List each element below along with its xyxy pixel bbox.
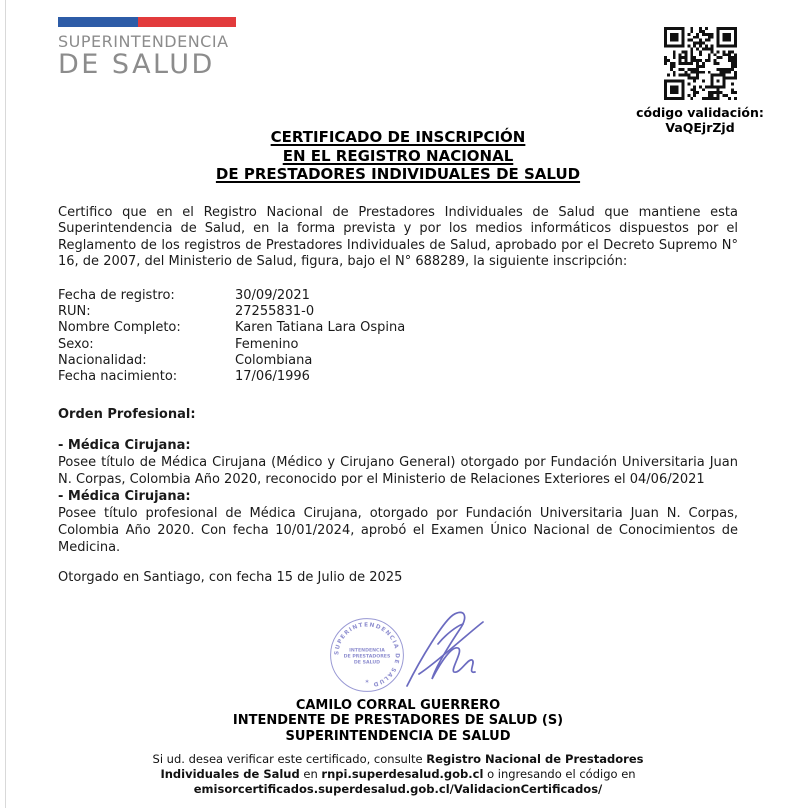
footer-text: o ingresando el código en — [483, 767, 636, 782]
certification-paragraph: Certifico que en el Registro Nacional de Prestadores Individuales de Salud que mantiene esta Superintendencia de Salud, en la forma prevista y por los medios informáticos dispuestos por el Reglamento de los registros de Prestadores Individuales de Salud, aprobado por el Decreto Supremo N° 16, de 2007, del Ministerio de Salud, figura, bajo el N° 688289, la siguiente inscripción: — [58, 204, 738, 270]
chile-flag-bar — [58, 17, 236, 27]
validation-code-label: código validación: — [636, 105, 764, 120]
profession-entry-description: Posee título de Médica Cirujana (Médico y Cirujano General) otorgado por Fundación Universitaria Juan N. Corpas, Colombia Año 2020, reconocido por el Ministerio de Relaciones Exteriores el 04/06/2021 — [58, 454, 738, 487]
qr-code-icon — [664, 27, 737, 100]
stamp-star: ✶ — [364, 678, 370, 686]
stamp-outer-text: SUPERINTENDENCIA DE SALUD — [334, 622, 400, 687]
stamp-inner-line-3: DE SALUD — [353, 660, 381, 666]
logo-text-superintendencia: SUPERINTENDENCIA — [58, 32, 229, 51]
profession-entry-1 — [58, 437, 738, 488]
field-label: RUN: — [58, 304, 91, 320]
field-label: Sexo: — [58, 336, 94, 352]
issued-line: Otorgado en Santiago, con fecha 15 de Julio de 2025 — [58, 569, 403, 585]
footer-registry-name-2: Individuales de Salud — [160, 767, 300, 782]
profession-entry-description: Posee título profesional de Médica Cirujana, otorgado por Fundación Universitaria Juan N. Corpas, Colombia Año 2020. Con fecha 10/01/2024, aprobó el Examen Único Nacional de Conocimientos de Medicina. — [58, 505, 738, 555]
field-value: 30/09/2021 — [235, 287, 310, 303]
stamp-inner-line-1: INTENDENCIA — [349, 648, 385, 654]
flag-bar-blue — [58, 17, 138, 27]
field-row-run — [58, 304, 738, 320]
footer-url-validacion: emisorcertificados.superdesalud.gob.cl/ValidacionCertificados/ — [193, 782, 603, 797]
field-label: Fecha de registro: — [58, 287, 175, 303]
field-value: Karen Tatiana Lara Ospina — [235, 320, 406, 336]
field-label: Fecha nacimiento: — [58, 369, 178, 385]
orden-profesional-heading: Orden Profesional: — [58, 406, 196, 422]
stamp-inner-line-2: DE PRESTADORES — [343, 654, 391, 660]
signature-area — [288, 616, 508, 696]
field-row-fecha-registro — [58, 288, 738, 304]
validation-block — [635, 27, 765, 135]
footer-text: Si ud. desea verificar este certificado, consulte — [152, 752, 427, 767]
title-line-1: CERTIFICADO DE INSCRIPCIÓN — [270, 128, 526, 146]
field-value: 27255831-0 — [235, 304, 315, 320]
field-label: Nacionalidad: — [58, 353, 147, 369]
officer-role: INTENDENTE DE PRESTADORES DE SALUD (S) — [232, 713, 564, 729]
officer-org: SUPERINTENDENCIA DE SALUD — [285, 728, 511, 744]
profession-entry-title: - Médica Cirujana: — [58, 488, 191, 504]
registration-fields — [58, 288, 738, 386]
handwritten-signature — [391, 606, 499, 701]
field-row-fecha-nacimiento — [58, 369, 738, 385]
field-row-sexo — [58, 337, 738, 353]
profession-entry-2 — [58, 488, 738, 556]
certificate-title — [58, 128, 738, 184]
footer-text: en — [299, 767, 322, 782]
footer-url-rnpi: rnpi.superdesalud.gob.cl — [321, 767, 484, 782]
field-value: Femenino — [235, 336, 299, 352]
profession-entry-title: - Médica Cirujana: — [58, 437, 191, 453]
field-row-nacionalidad — [58, 353, 738, 369]
verification-footer — [138, 752, 658, 797]
validation-code-value: VaQEjrZjd — [665, 120, 735, 135]
superintendencia-logo — [58, 17, 236, 79]
page-edge-line — [5, 0, 6, 808]
logo-text-de-salud: DE SALUD — [58, 48, 215, 80]
title-line-3: DE PRESTADORES INDIVIDUALES DE SALUD — [215, 165, 581, 183]
field-label: Nombre Completo: — [58, 320, 181, 336]
officer-name: CAMILO CORRAL GUERRERO — [295, 697, 501, 713]
title-line-2: EN EL REGISTRO NACIONAL — [282, 146, 514, 165]
footer-registry-name: Registro Nacional de Prestadores — [426, 752, 644, 767]
officer-block — [58, 698, 738, 745]
field-value: 17/06/1996 — [235, 369, 310, 385]
field-row-nombre — [58, 320, 738, 336]
field-value: Colombiana — [235, 353, 313, 369]
flag-bar-red — [138, 17, 236, 27]
